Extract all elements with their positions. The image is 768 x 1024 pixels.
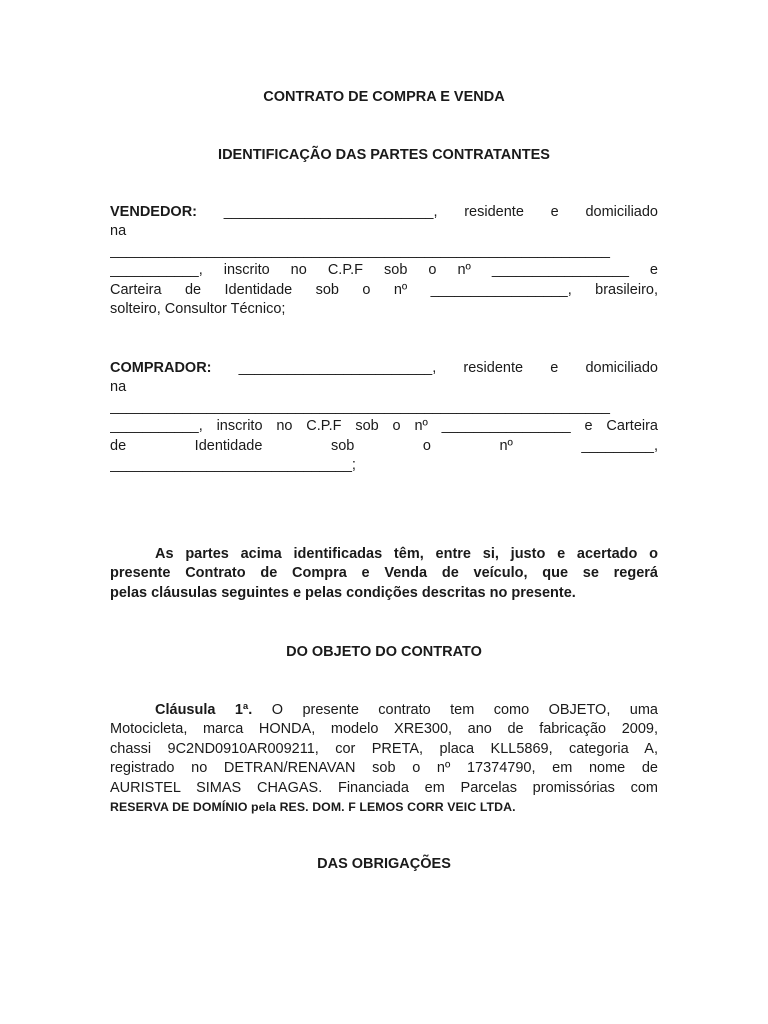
vendedor-line-1-text: __________________________, residente e domiciliado (197, 204, 658, 220)
obrigacoes-heading: DAS OBRIGAÇÕES (317, 856, 451, 872)
clausula-1-line-1-text: O presente contrato tem como OBJETO, uma (252, 702, 658, 718)
intro-line-3: pelas cláusulas seguintes e pelas condições descritas no presente. (110, 584, 576, 601)
vendedor-paragraph (110, 203, 658, 319)
objeto-heading: DO OBJETO DO CONTRATO (286, 644, 482, 660)
vendedor-label: VENDEDOR: (110, 204, 198, 220)
clausula-1-label: Cláusula 1ª. (155, 702, 253, 718)
comprador-label: COMPRADOR: (110, 360, 212, 376)
comprador-line-2: na (110, 379, 127, 396)
comprador-paragraph (110, 359, 658, 475)
comprador-line-3: ______________________________________________________________ (110, 398, 610, 415)
comprador-line-6: ______________________________; (110, 457, 356, 474)
clausula-1-line-3: chassi 9C2ND0910AR009211, cor PRETA, placa KLL5869, categoria A, (110, 740, 658, 757)
vendedor-line-2: na (110, 223, 127, 240)
clausula-1-line-1 (110, 701, 658, 720)
intro-line-1 (110, 545, 658, 564)
parties-heading: IDENTIFICAÇÃO DAS PARTES CONTRATANTES (218, 147, 550, 163)
intro-paragraph (110, 545, 658, 603)
clausula-1-line-5: AURISTEL SIMAS CHAGAS. Financiada em Parcelas promissórias com (110, 779, 658, 796)
vendedor-line-6: solteiro, Consultor Técnico; (110, 301, 286, 318)
comprador-line-5: de Identidade sob o nº _________, (110, 437, 658, 454)
clausula-1-line-4: registrado no DETRAN/RENAVAN sob o nº 17374790, em nome de (110, 760, 658, 777)
comprador-line-1 (110, 359, 658, 378)
vendedor-line-1 (110, 203, 658, 222)
clausula-1-line-2: Motocicleta, marca HONDA, modelo XRE300, ano de fabricação 2009, (110, 721, 658, 738)
vendedor-line-4: ___________, inscrito no C.P.F sob o nº _________________ e (110, 262, 658, 279)
vendedor-line-3: ______________________________________________________________ (110, 242, 610, 259)
clausula-1-paragraph (110, 701, 658, 817)
intro-line-1-text: As partes acima identificadas têm, entre si, justo e acertado o (155, 546, 658, 562)
comprador-line-1-text: ________________________, residente e domiciliado (211, 360, 658, 376)
comprador-line-4: ___________, inscrito no C.P.F sob o nº ________________ e Carteira (110, 418, 658, 435)
vendedor-line-5: Carteira de Identidade sob o nº _________________, brasileiro, (110, 281, 658, 298)
document-title: CONTRATO DE COMPRA E VENDA (263, 89, 505, 105)
intro-line-2: presente Contrato de Compra e Venda de veículo, que se regerá (110, 565, 658, 582)
clausula-1-line-6: RESERVA DE DOMÍNIO pela RES. DOM. F LEMOS CORR VEIC LTDA. (110, 800, 516, 815)
